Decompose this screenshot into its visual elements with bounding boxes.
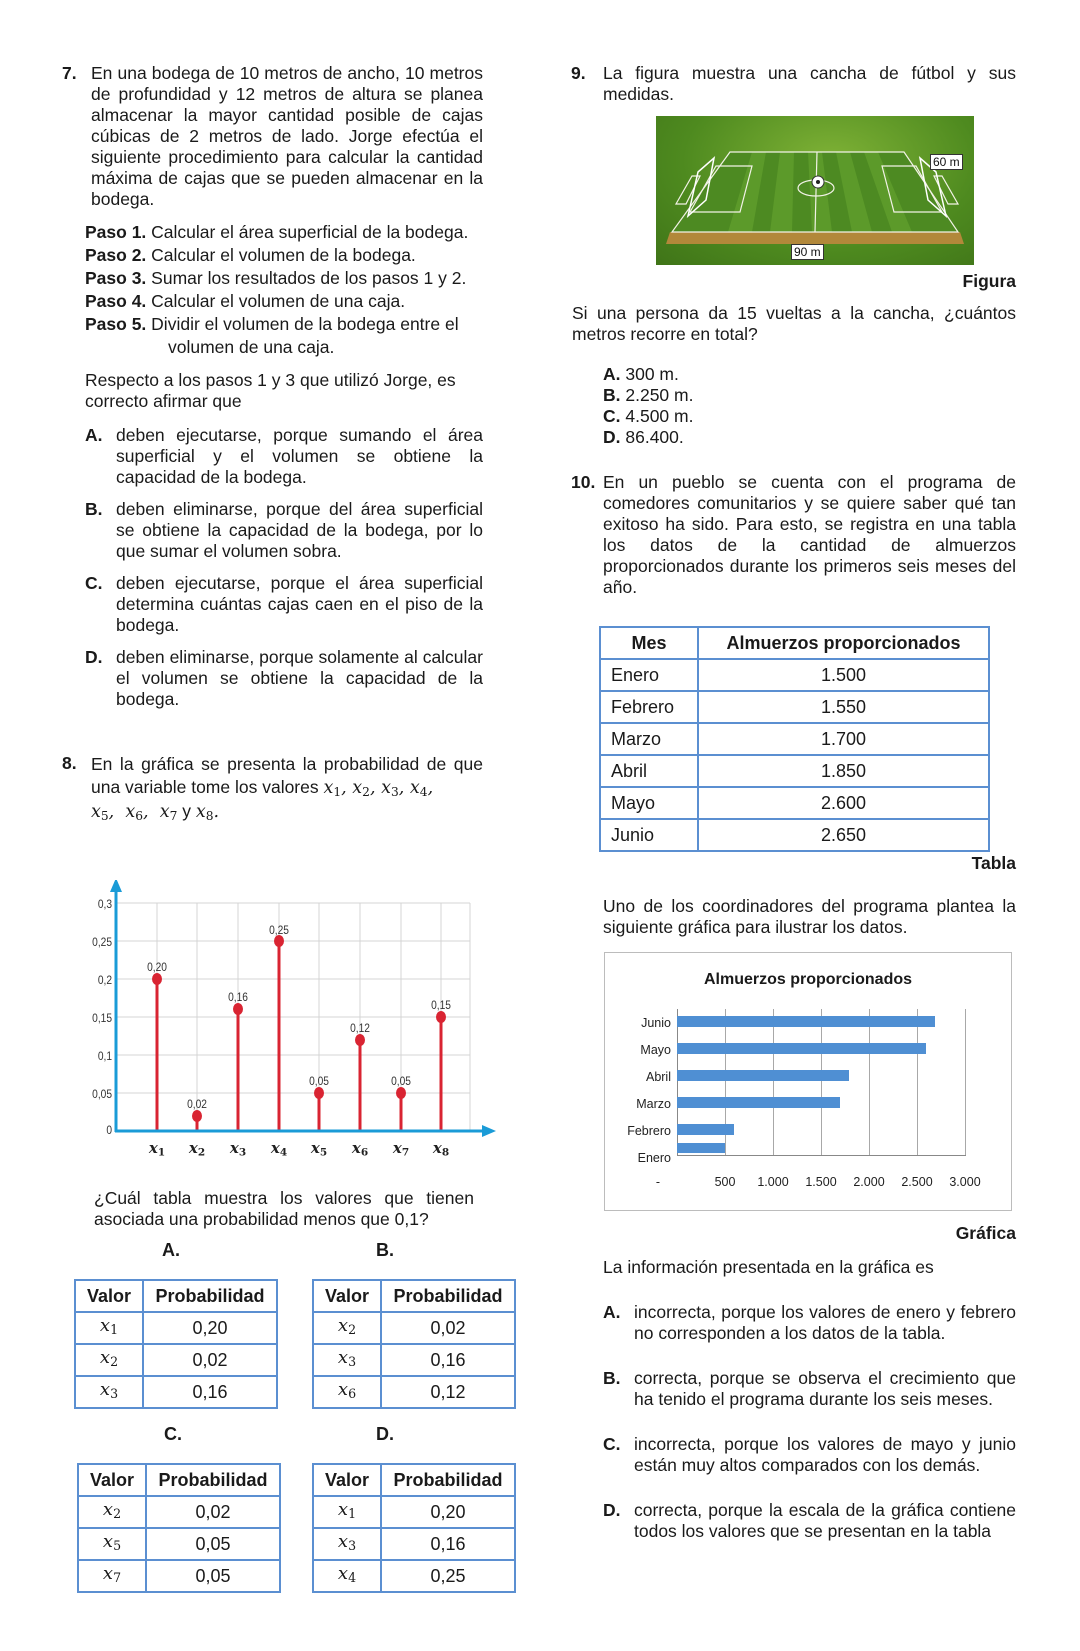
option-a[interactable] [603, 364, 693, 385]
data-label: 0,25 [269, 923, 289, 937]
field-length-label: 90 m [791, 244, 824, 260]
valor-cell: $x_4$ [313, 1560, 381, 1592]
header-probabilidad: Probabilidad [146, 1464, 280, 1496]
y-tick: 0,05 [92, 1087, 112, 1101]
month-cell: Abril [600, 755, 698, 787]
bar-mayo [677, 1043, 926, 1054]
step-4 [85, 290, 495, 313]
question-prompt: Si una persona da 15 vueltas a la cancha, ¿cuántos metros recorre en total? [572, 303, 1016, 344]
probability-stem-chart [88, 880, 518, 1170]
probabilidad-cell: 0,20 [381, 1496, 515, 1528]
option-letter: C. [164, 1424, 182, 1444]
option-b-table [312, 1279, 516, 1409]
lunches-bar-chart [604, 952, 1012, 1211]
question-prompt: ¿Cuál tabla muestra los valores que tienen asociada una probabilidad menos que 0,1? [94, 1188, 474, 1229]
valor-cell: $x_2$ [78, 1496, 146, 1528]
valor-cell: $x_3$ [313, 1344, 381, 1376]
value-cell: 1.700 [698, 723, 989, 755]
y-tick: 0,3 [97, 897, 112, 911]
y-tick: 0,15 [92, 1011, 112, 1025]
chart-title: Almuerzos proporcionados [703, 971, 913, 988]
option-text: deben eliminarse, porque solamente al calcular el volumen se obtiene la capacidad de la bodega. [116, 647, 483, 709]
step-text: Calcular el área superficial de la bodega. [151, 222, 469, 242]
gridline [821, 1009, 822, 1155]
table-caption: Tabla [971, 853, 1016, 873]
data-label: 0,05 [309, 1074, 329, 1088]
option-letter: B. [603, 385, 621, 405]
step-5 [85, 313, 495, 336]
probabilidad-cell: 0,20 [143, 1312, 277, 1344]
month-cell: Marzo [600, 723, 698, 755]
step-5-continued: volumen de una caja. [168, 337, 335, 357]
data-label: 0,02 [187, 1097, 207, 1111]
x-tick: 3.000 [949, 1175, 981, 1189]
x-label-x7: $x_7$ [392, 1139, 410, 1159]
variables-line-2: $x_5$, $x_6$, $x_7$ y $x_8$. [91, 801, 220, 824]
field-width-label: 60 m [930, 154, 963, 170]
x-tick: 1.000 [757, 1175, 789, 1189]
month-cell: Enero [600, 659, 698, 691]
option-letter: D. [603, 427, 621, 447]
option-d[interactable] [85, 647, 483, 710]
month-cell: Febrero [600, 691, 698, 723]
bar-enero [677, 1143, 725, 1153]
option-letter: B. [603, 1368, 621, 1388]
procedure-steps [85, 221, 495, 359]
question-number: 9. [571, 63, 586, 83]
question-stem: En un pueblo se cuenta con el programa de comedores comunitarios y se quiere saber qué tan exitoso ha sido. Para esto, se registra en una tabla los datos de la cantidad de almuerzos proporcionados durante los primeros seis meses del año. [603, 472, 1016, 597]
question-stem: La figura muestra una cancha de fútbol y sus medidas. [603, 63, 1016, 104]
data-label: 0,12 [350, 1021, 370, 1035]
option-d[interactable] [603, 427, 693, 448]
header-probabilidad: Probabilidad [143, 1280, 277, 1312]
step-1 [85, 221, 495, 244]
y-tick: 0 [106, 1123, 112, 1137]
option-letter: B. [376, 1240, 394, 1260]
question-number: 8. [62, 753, 77, 773]
x-label-x1: $x_1$ [148, 1139, 166, 1159]
variables-line-1: $x_1$, $x_2$, $x_3$, $x_4$, [323, 778, 434, 800]
bar-junio [677, 1016, 935, 1027]
valor-cell: $x_3$ [313, 1528, 381, 1560]
bar-abril [677, 1070, 849, 1081]
gridline [965, 1009, 966, 1155]
option-letter: C. [603, 1434, 621, 1454]
data-label: 0,16 [228, 990, 248, 1004]
option-letter: C. [603, 406, 621, 426]
option-a[interactable] [603, 1302, 1016, 1344]
chart-caption: Gráfica [955, 1223, 1016, 1243]
value-cell: 1.850 [698, 755, 989, 787]
header-valor: Valor [78, 1464, 146, 1496]
option-text: 4.500 m. [625, 406, 694, 426]
category-label: Febrero [627, 1124, 671, 1138]
step-text: Dividir el volumen de la bodega entre el [151, 314, 459, 334]
option-text: 300 m. [625, 364, 679, 384]
option-text: incorrecta, porque los valores de mayo y junio están muy altos comparados con los demás. [634, 1434, 1016, 1475]
gridline [869, 1009, 870, 1155]
probabilidad-cell: 0,16 [143, 1376, 277, 1408]
option-d[interactable] [603, 1500, 1016, 1542]
category-label: Junio [641, 1016, 671, 1030]
bar-febrero [677, 1124, 734, 1135]
value-cell: 1.550 [698, 691, 989, 723]
question-number: 7. [62, 63, 77, 83]
step-text: Calcular el volumen de una caja. [151, 291, 406, 311]
x-tick: - [655, 1175, 661, 1189]
option-c-table [77, 1463, 281, 1593]
option-letter: D. [376, 1424, 394, 1444]
probabilidad-cell: 0,25 [381, 1560, 515, 1592]
option-b[interactable] [603, 385, 693, 406]
option-letter: B. [85, 499, 103, 519]
stem-chart-plot [88, 880, 518, 1170]
y-tick: 0,25 [92, 935, 112, 949]
question-number: 10. [571, 472, 596, 492]
step-text: Calcular el volumen de la bodega. [151, 245, 416, 265]
soccer-field-figure [656, 116, 974, 265]
data-label: 0,05 [391, 1074, 411, 1088]
x-label-x2: $x_2$ [188, 1139, 206, 1159]
value-cell: 2.650 [698, 819, 989, 851]
option-c[interactable] [603, 1434, 1016, 1476]
option-a[interactable] [85, 425, 483, 488]
option-a-table [74, 1279, 278, 1409]
option-c[interactable] [603, 406, 693, 427]
header-probabilidad: Probabilidad [381, 1280, 515, 1312]
option-letter: C. [85, 573, 103, 593]
gridline [773, 1009, 774, 1155]
probabilidad-cell: 0,02 [381, 1312, 515, 1344]
x-axis-line [677, 1155, 966, 1156]
y-tick: 0,2 [97, 973, 112, 987]
probabilidad-cell: 0,05 [146, 1528, 280, 1560]
category-label: Marzo [636, 1097, 671, 1111]
question-prompt: Respecto a los pasos 1 y 3 que utilizó Jorge, es correcto afirmar que [85, 370, 456, 411]
probabilidad-cell: 0,16 [381, 1528, 515, 1560]
valor-cell: $x_1$ [75, 1312, 143, 1344]
x-tick: 2.500 [901, 1175, 933, 1189]
lunches-table [599, 626, 990, 852]
month-cell: Mayo [600, 787, 698, 819]
option-text: 86.400. [625, 427, 684, 447]
x-label-x8: $x_8$ [432, 1139, 450, 1159]
table-row [600, 819, 989, 851]
probabilidad-cell: 0,05 [146, 1560, 280, 1592]
soccer-field-illustration [656, 116, 974, 265]
header-almuerzos: Almuerzos proporcionados [698, 627, 989, 659]
table-row [600, 723, 989, 755]
valor-cell: $x_1$ [313, 1496, 381, 1528]
option-b[interactable] [603, 1368, 1016, 1410]
option-text: deben ejecutarse, porque sumando el área superficial y el volumen se obtiene la capacidad de la bodega. [116, 425, 483, 487]
header-valor: Valor [313, 1464, 381, 1496]
step-3 [85, 267, 495, 290]
table-row [600, 659, 989, 691]
step-label: Paso 3. [85, 268, 147, 288]
x-tick: 500 [714, 1175, 736, 1189]
category-label: Abril [645, 1070, 671, 1084]
step-label: Paso 4. [85, 291, 147, 311]
option-d-table [312, 1463, 516, 1593]
probabilidad-cell: 0,16 [381, 1344, 515, 1376]
valor-cell: $x_2$ [75, 1344, 143, 1376]
option-text: deben ejecutarse, porque el área superficial determina cuántas cajas caen en el piso de la bodega. [116, 573, 483, 635]
chart-intro: Uno de los coordinadores del programa plantea la siguiente gráfica para ilustrar los datos. [603, 896, 1016, 937]
option-c[interactable] [85, 573, 483, 636]
header-valor: Valor [313, 1280, 381, 1312]
header-probabilidad: Probabilidad [381, 1464, 515, 1496]
month-cell: Junio [600, 819, 698, 851]
x-tick: 2.000 [853, 1175, 885, 1189]
step-label: Paso 1. [85, 222, 147, 242]
table-row [600, 691, 989, 723]
question-stem: En una bodega de 10 metros de ancho, 10 metros de profundidad y 12 metros de altura se planea almacenar la mayor cantidad posible de cajas cúbicas de 2 metros de lado. Jorge efectúa el siguiente procedimiento para calcular la cantidad máxima de cajas que se pueden almacenar en la bodega. [91, 63, 483, 209]
x-label-x5: $x_5$ [310, 1139, 328, 1159]
category-label: Enero [637, 1151, 671, 1165]
gridline [917, 1009, 918, 1155]
valor-cell: $x_2$ [313, 1312, 381, 1344]
question-stem [91, 753, 483, 804]
step-2 [85, 244, 495, 267]
option-text: correcta, porque se observa el crecimiento que ha tenido el programa durante los seis meses. [634, 1368, 1016, 1409]
bar-marzo [677, 1097, 840, 1108]
probabilidad-cell: 0,02 [146, 1496, 280, 1528]
option-letter: D. [603, 1500, 621, 1520]
option-letter: A. [85, 425, 103, 445]
option-letter: A. [603, 364, 621, 384]
option-letter: D. [85, 647, 103, 667]
option-letter: A. [162, 1240, 180, 1260]
data-label: 0,15 [431, 998, 451, 1012]
probabilidad-cell: 0,02 [143, 1344, 277, 1376]
option-letter: A. [603, 1302, 621, 1322]
step-text: Sumar los resultados de los pasos 1 y 2. [151, 268, 467, 288]
x-label-x4: $x_4$ [270, 1139, 288, 1159]
valor-cell: $x_6$ [313, 1376, 381, 1408]
valor-cell: $x_5$ [78, 1528, 146, 1560]
step-label: Paso 5. [85, 314, 147, 334]
table-row [600, 755, 989, 787]
option-b[interactable] [85, 499, 483, 562]
option-text: correcta, porque la escala de la gráfica contiene todos los valores que se presentan en la tabla [634, 1500, 1016, 1541]
header-valor: Valor [75, 1280, 143, 1312]
x-label-x3: $x_3$ [229, 1139, 247, 1159]
y-tick: 0,1 [97, 1049, 112, 1063]
x-label-x6: $x_6$ [351, 1139, 369, 1159]
step-label: Paso 2. [85, 245, 147, 265]
option-text: 2.250 m. [625, 385, 694, 405]
valor-cell: $x_3$ [75, 1376, 143, 1408]
header-mes: Mes [600, 627, 698, 659]
category-label: Mayo [640, 1043, 671, 1057]
options-list [603, 364, 693, 448]
question-prompt: La información presentada en la gráfica es [603, 1257, 934, 1277]
value-cell: 1.500 [698, 659, 989, 691]
table-row [600, 787, 989, 819]
figure-caption: Figura [962, 271, 1016, 291]
stem-text: En la gráfica se presenta la probabilidad de que una variable tome los valores [91, 754, 483, 797]
probabilidad-cell: 0,12 [381, 1376, 515, 1408]
x-tick: 1.500 [805, 1175, 837, 1189]
value-cell: 2.600 [698, 787, 989, 819]
data-label: 0,20 [147, 960, 167, 974]
valor-cell: $x_7$ [78, 1560, 146, 1592]
option-text: incorrecta, porque los valores de enero y febrero no corresponden a los datos de la tabla. [634, 1302, 1016, 1343]
option-text: deben eliminarse, porque del área superficial se obtiene la capacidad de la bodega, por lo que sumar el volumen sobra. [116, 499, 483, 561]
